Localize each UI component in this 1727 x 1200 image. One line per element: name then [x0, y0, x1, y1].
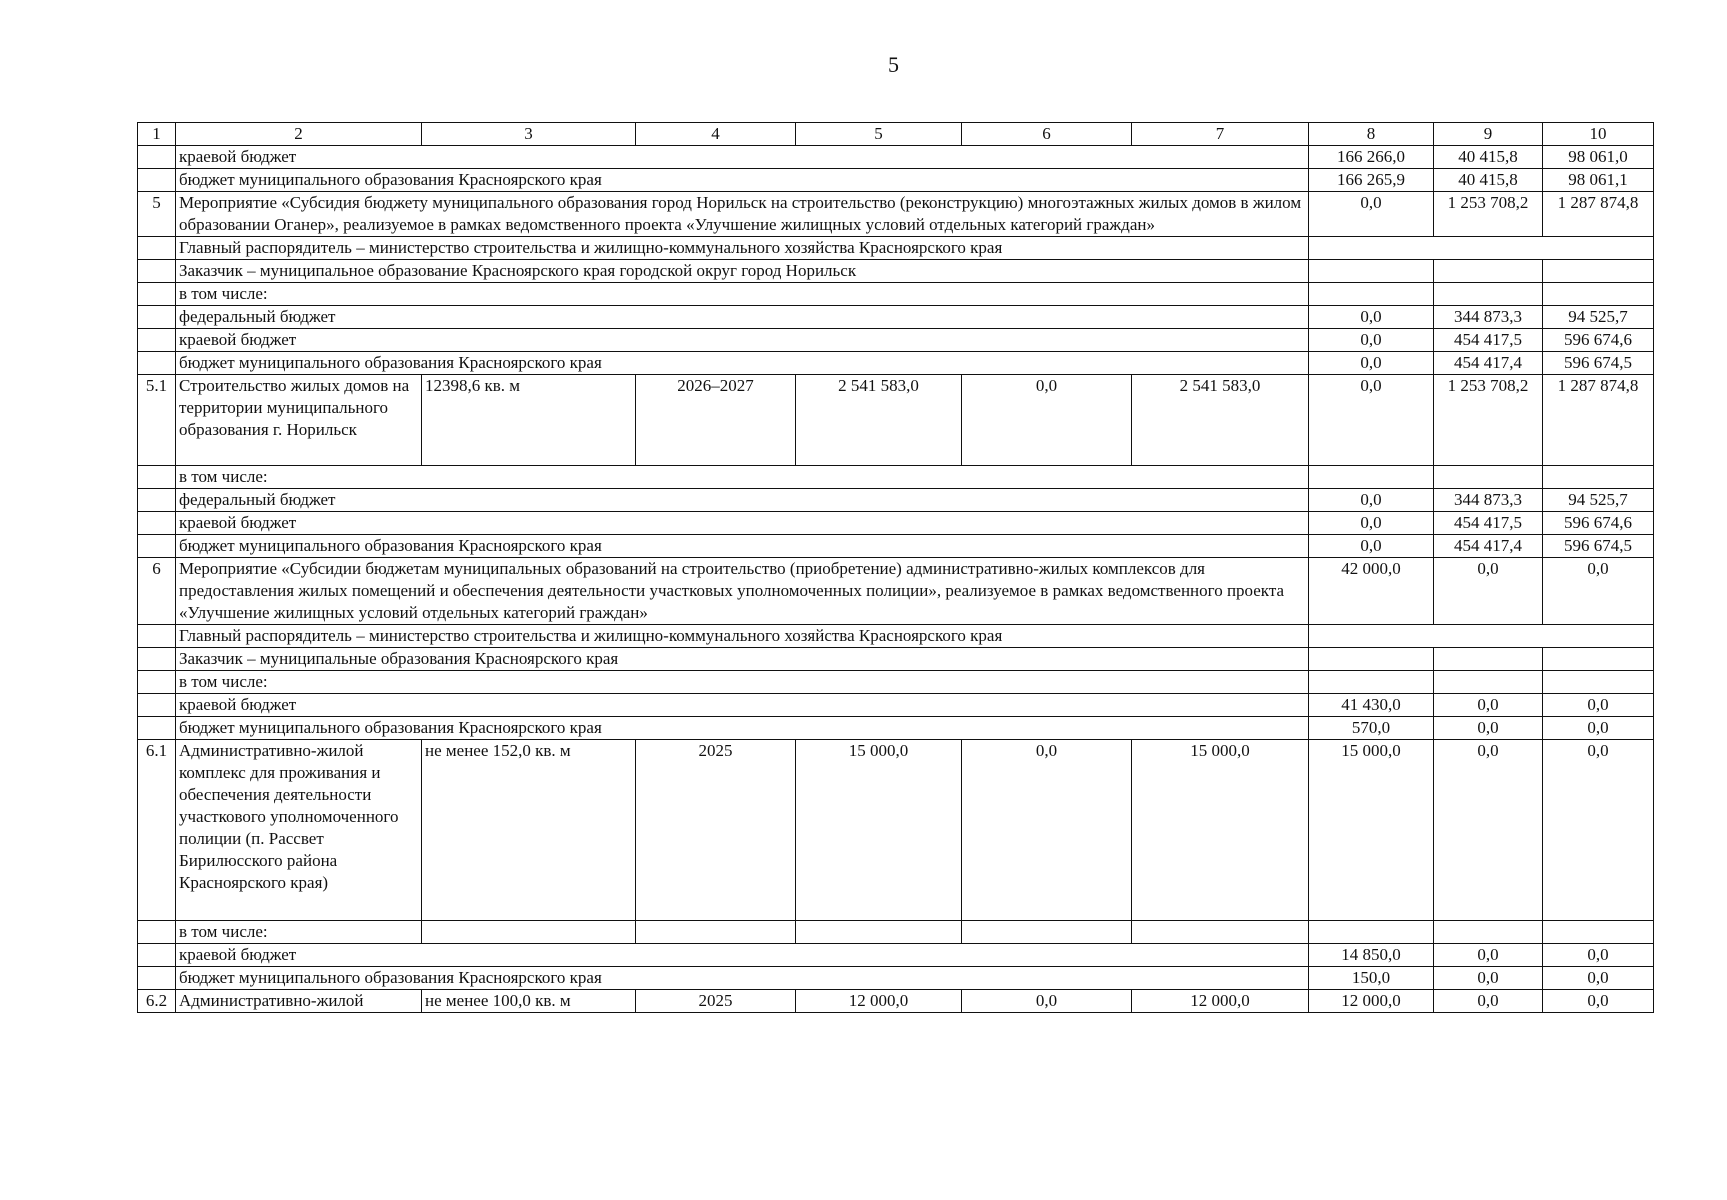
table-row [138, 717, 1654, 740]
table-row [138, 329, 1654, 352]
value-col8: 12 000,0 [1309, 990, 1434, 1013]
value-col10: 1 287 874,8 [1543, 375, 1654, 466]
chief-administrator: Главный распорядитель – министерство строительства и жилищно-коммунального хозяйства Красноярского края [176, 237, 1309, 260]
value-col9: 0,0 [1434, 694, 1543, 717]
value-col8: 166 266,0 [1309, 146, 1434, 169]
row-label: бюджет муниципального образования Красноярского края [176, 967, 1309, 990]
value-col9: 454 417,4 [1434, 352, 1543, 375]
value-col8: 41 430,0 [1309, 694, 1434, 717]
value-col9: 0,0 [1434, 558, 1543, 625]
value-col9: 40 415,8 [1434, 169, 1543, 192]
value-col10: 596 674,6 [1543, 329, 1654, 352]
value-col10: 0,0 [1543, 967, 1654, 990]
object-period: 2026–2027 [636, 375, 796, 466]
value-col10: 0,0 [1543, 717, 1654, 740]
row-label: федеральный бюджет [176, 306, 1309, 329]
row-label: краевой бюджет [176, 329, 1309, 352]
value-col10: 0,0 [1543, 944, 1654, 967]
budget-table [137, 122, 1654, 1013]
value-col6: 0,0 [962, 740, 1132, 921]
value-col8: 0,0 [1309, 375, 1434, 466]
activity-row [138, 192, 1654, 237]
value-col10: 0,0 [1543, 694, 1654, 717]
value-col9: 344 873,3 [1434, 489, 1543, 512]
activity-row [138, 558, 1654, 625]
row-number: 5 [138, 192, 176, 237]
table-row [138, 648, 1654, 671]
value-col9: 1 253 708,2 [1434, 192, 1543, 237]
value-col8: 0,0 [1309, 489, 1434, 512]
row-label: бюджет муниципального образования Красноярского края [176, 169, 1309, 192]
value-col8: 0,0 [1309, 306, 1434, 329]
value-col10: 94 525,7 [1543, 489, 1654, 512]
value-col8: 166 265,9 [1309, 169, 1434, 192]
object-capacity: не менее 152,0 кв. м [422, 740, 636, 921]
value-col8: 0,0 [1309, 535, 1434, 558]
object-period: 2025 [636, 740, 796, 921]
column-number: 5 [796, 123, 962, 146]
including-label: в том числе: [176, 671, 1309, 694]
table-row [138, 146, 1654, 169]
value-col5: 2 541 583,0 [796, 375, 962, 466]
object-period: 2025 [636, 990, 796, 1013]
table-row [138, 625, 1654, 648]
row-label: бюджет муниципального образования Красноярского края [176, 535, 1309, 558]
value-col9: 344 873,3 [1434, 306, 1543, 329]
value-col10: 0,0 [1543, 990, 1654, 1013]
value-col9: 0,0 [1434, 717, 1543, 740]
value-col10: 0,0 [1543, 558, 1654, 625]
value-col9: 0,0 [1434, 944, 1543, 967]
value-col8: 150,0 [1309, 967, 1434, 990]
column-number: 6 [962, 123, 1132, 146]
value-col7: 2 541 583,0 [1132, 375, 1309, 466]
column-number: 1 [138, 123, 176, 146]
table-row [138, 169, 1654, 192]
row-label: краевой бюджет [176, 944, 1309, 967]
customer: Заказчик – муниципальные образования Красноярского края [176, 648, 1309, 671]
object-row [138, 375, 1654, 466]
column-number: 4 [636, 123, 796, 146]
row-label: бюджет муниципального образования Красноярского края [176, 352, 1309, 375]
row-label: краевой бюджет [176, 694, 1309, 717]
value-col5: 12 000,0 [796, 990, 962, 1013]
row-number: 6.2 [138, 990, 176, 1013]
table-row [138, 967, 1654, 990]
value-col8: 14 850,0 [1309, 944, 1434, 967]
value-col8: 570,0 [1309, 717, 1434, 740]
row-label: федеральный бюджет [176, 489, 1309, 512]
table-row [138, 921, 1654, 944]
value-col6: 0,0 [962, 990, 1132, 1013]
activity-description: Мероприятие «Субсидия бюджету муниципального образования город Норильск на строительство (реконструкцию) многоэтажных жилых домов в жилом образовании Оганер», реализуемое в рамках ведомственного проекта «Улучшение жилищных условий отдельных категорий граждан» [176, 192, 1309, 237]
value-col7: 12 000,0 [1132, 990, 1309, 1013]
customer: Заказчик – муниципальное образование Красноярского края городской округ город Норильск [176, 260, 1309, 283]
row-number: 6 [138, 558, 176, 625]
table-row [138, 671, 1654, 694]
value-col8: 15 000,0 [1309, 740, 1434, 921]
page-number: 5 [888, 52, 899, 77]
activity-description: Мероприятие «Субсидии бюджетам муниципальных образований на строительство (приобретение) административно-жилых комплексов для предоставления жилых помещений и обеспечения деятельности участковых уполномоченных полиции», реализуемое в рамках ведомственного проекта «Улучшение жилищных условий отдельных категорий граждан» [176, 558, 1309, 625]
object-name: Административно-жилой комплекс для проживания и обеспечения деятельности участкового уполномоченного полиции (п. Рассвет Бирилюсского района Красноярского края) [176, 740, 422, 921]
table-row [138, 489, 1654, 512]
column-number: 9 [1434, 123, 1543, 146]
object-capacity: 12398,6 кв. м [422, 375, 636, 466]
value-col8: 42 000,0 [1309, 558, 1434, 625]
column-number-row [138, 123, 1654, 146]
table-row [138, 944, 1654, 967]
table-row [138, 352, 1654, 375]
value-col9: 40 415,8 [1434, 146, 1543, 169]
value-col7: 15 000,0 [1132, 740, 1309, 921]
object-row [138, 740, 1654, 921]
row-label: бюджет муниципального образования Красноярского края [176, 717, 1309, 740]
table-row [138, 237, 1654, 260]
column-number: 8 [1309, 123, 1434, 146]
including-label: в том числе: [176, 283, 1309, 306]
table-row [138, 306, 1654, 329]
column-number: 2 [176, 123, 422, 146]
value-col9: 454 417,5 [1434, 512, 1543, 535]
including-label: в том числе: [176, 921, 422, 944]
object-capacity: не менее 100,0 кв. м [422, 990, 636, 1013]
value-col10: 596 674,5 [1543, 535, 1654, 558]
value-col8: 0,0 [1309, 192, 1434, 237]
value-col8: 0,0 [1309, 352, 1434, 375]
row-number: 6.1 [138, 740, 176, 921]
table-row [138, 512, 1654, 535]
including-label: в том числе: [176, 466, 1309, 489]
value-col10: 98 061,0 [1543, 146, 1654, 169]
value-col10: 98 061,1 [1543, 169, 1654, 192]
table-row [138, 535, 1654, 558]
value-col10: 1 287 874,8 [1543, 192, 1654, 237]
value-col8: 0,0 [1309, 512, 1434, 535]
value-col9: 1 253 708,2 [1434, 375, 1543, 466]
object-name: Административно-жилой [176, 990, 422, 1013]
value-col9: 454 417,5 [1434, 329, 1543, 352]
table-row [138, 694, 1654, 717]
row-label: краевой бюджет [176, 146, 1309, 169]
value-col6: 0,0 [962, 375, 1132, 466]
row-number: 5.1 [138, 375, 176, 466]
column-number: 10 [1543, 123, 1654, 146]
value-col8: 0,0 [1309, 329, 1434, 352]
value-col9: 0,0 [1434, 967, 1543, 990]
object-name: Строительство жилых домов на территории муниципального образования г. Норильск [176, 375, 422, 466]
value-col10: 94 525,7 [1543, 306, 1654, 329]
table-row [138, 260, 1654, 283]
row-label: краевой бюджет [176, 512, 1309, 535]
value-col9: 0,0 [1434, 740, 1543, 921]
chief-administrator: Главный распорядитель – министерство строительства и жилищно-коммунального хозяйства Красноярского края [176, 625, 1309, 648]
column-number: 3 [422, 123, 636, 146]
value-col9: 0,0 [1434, 990, 1543, 1013]
object-row [138, 990, 1654, 1013]
table-row [138, 283, 1654, 306]
column-number: 7 [1132, 123, 1309, 146]
value-col5: 15 000,0 [796, 740, 962, 921]
value-col9: 454 417,4 [1434, 535, 1543, 558]
value-col10: 596 674,6 [1543, 512, 1654, 535]
value-col10: 596 674,5 [1543, 352, 1654, 375]
table-row [138, 466, 1654, 489]
value-col10: 0,0 [1543, 740, 1654, 921]
